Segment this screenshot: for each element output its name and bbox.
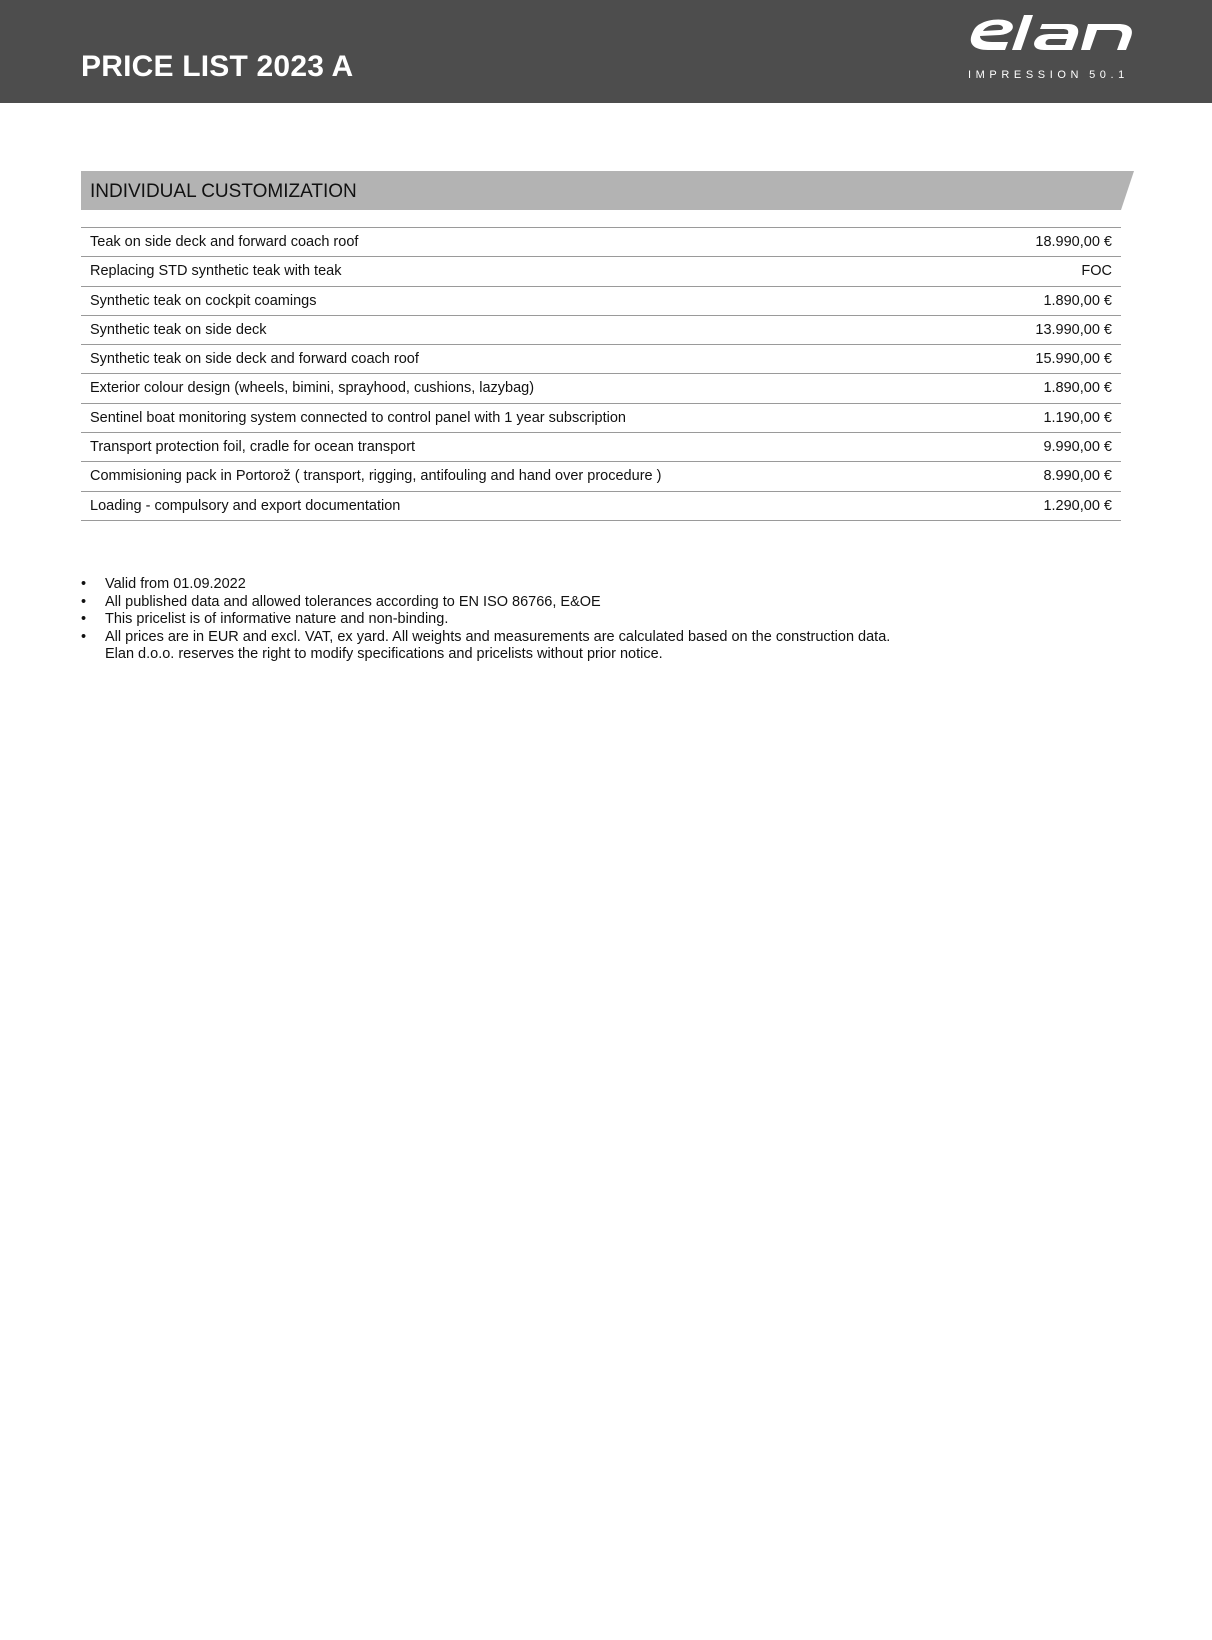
note-text: This pricelist is of informative nature and non-binding. <box>105 611 449 627</box>
item-name: Synthetic teak on side deck <box>90 321 267 338</box>
section-title: INDIVIDUAL CUSTOMIZATION <box>90 181 357 202</box>
bullet-icon: • <box>81 611 87 627</box>
table-row <box>81 345 1121 374</box>
note-item <box>81 629 1081 664</box>
item-price: 8.990,00 € <box>1043 468 1112 485</box>
item-price: 18.990,00 € <box>1035 234 1112 250</box>
section-header <box>81 171 1134 210</box>
bullet-icon: • <box>81 576 87 592</box>
table-row <box>81 374 1121 403</box>
note-text: All published data and allowed tolerances according to EN ISO 86766, E&OE <box>105 593 601 610</box>
table-row <box>81 287 1121 316</box>
item-name: Exterior colour design (wheels, bimini, sprayhood, cushions, lazybag) <box>90 380 535 397</box>
note-text: Valid from 01.09.2022 <box>105 576 246 592</box>
item-price: 1.290,00 € <box>1043 497 1112 514</box>
page-title: PRICE LIST 2023 A <box>81 50 354 83</box>
table-row <box>81 462 1121 491</box>
table-row <box>81 228 1121 257</box>
item-name: Loading - compulsory and export documentation <box>90 497 401 514</box>
table-row <box>81 316 1121 345</box>
table-row <box>81 257 1121 286</box>
item-name: Commisioning pack in Portorož ( transport, rigging, antifouling and hand over procedure ) <box>90 468 662 485</box>
item-name: Sentinel boat monitoring system connected to control panel with 1 year subscription <box>90 409 626 426</box>
item-name: Transport protection foil, cradle for ocean transport <box>90 439 416 456</box>
notes-list <box>81 576 1081 664</box>
bullet-icon: • <box>81 628 87 645</box>
model-label <box>968 69 1129 81</box>
note-continuation: Elan d.o.o. reserves the right to modify specifications and pricelists without prior notice. <box>105 646 663 662</box>
note-item <box>81 611 1081 629</box>
item-name: Synthetic teak on side deck and forward coach roof <box>90 351 419 368</box>
note-item <box>81 594 1081 612</box>
model-word: IMPRESSION <box>968 69 1084 81</box>
item-price: 1.890,00 € <box>1043 292 1112 309</box>
item-price: 15.990,00 € <box>1035 351 1112 368</box>
price-table <box>81 227 1121 521</box>
model-number: 50.1 <box>1089 69 1129 81</box>
table-row <box>81 404 1121 433</box>
item-price: FOC <box>1081 263 1112 280</box>
item-name: Replacing STD synthetic teak with teak <box>90 263 342 280</box>
item-name: Teak on side deck and forward coach roof <box>90 234 359 250</box>
item-price: 1.890,00 € <box>1043 380 1112 397</box>
note-item <box>81 576 1081 594</box>
page-header <box>0 0 1212 103</box>
elan-logo-mark <box>966 12 1136 54</box>
item-name: Synthetic teak on cockpit coamings <box>90 292 317 309</box>
bullet-icon: • <box>81 593 87 610</box>
table-row <box>81 433 1121 462</box>
note-text: All prices are in EUR and excl. VAT, ex yard. All weights and measurements are calculated based on the construction data. <box>105 628 891 645</box>
item-price: 13.990,00 € <box>1035 321 1112 338</box>
table-row <box>81 492 1121 521</box>
item-price: 1.190,00 € <box>1043 409 1112 426</box>
item-price: 9.990,00 € <box>1043 439 1112 456</box>
